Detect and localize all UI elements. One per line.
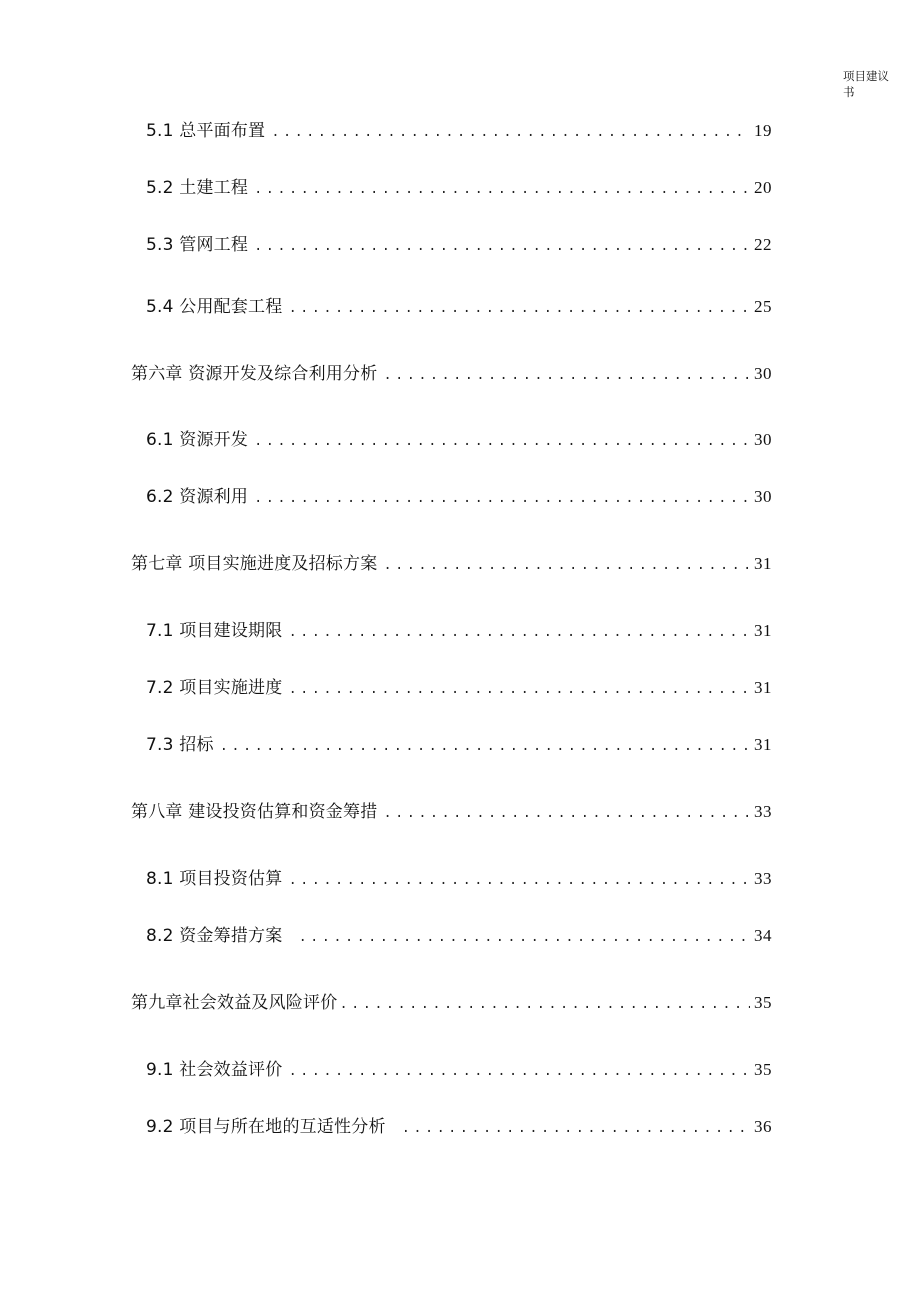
toc-entry-9-2[interactable] [146, 1116, 772, 1138]
toc-entry-5-2[interactable] [146, 177, 772, 199]
toc-entry-7-3[interactable] [146, 734, 772, 756]
toc-entry-page: 19 [754, 121, 772, 140]
toc-entry-7-2[interactable] [146, 677, 772, 699]
toc-entry-page: 31 [754, 678, 772, 697]
toc-entry-title: 7.2 项目实施进度 [146, 678, 283, 698]
toc-entry-5-4[interactable] [146, 296, 772, 318]
toc-leader-dots [288, 1061, 750, 1083]
toc-entry-title: 7.3 招标 [146, 735, 214, 755]
toc-entry-title: 第六章 资源开发及综合利用分析 [131, 364, 378, 384]
toc-entry-page: 35 [754, 1060, 772, 1079]
toc-leader-dots [402, 1118, 750, 1140]
toc-entry-8-1[interactable] [146, 868, 772, 890]
toc-leader-dots [220, 736, 750, 758]
page-header: 项目建议书 [843, 69, 889, 99]
toc-entry-title: 6.2 资源利用 [146, 487, 249, 507]
toc-entry-5-1[interactable] [146, 120, 772, 142]
toc-leader-dots [383, 803, 750, 825]
toc-entry-page: 20 [754, 178, 772, 197]
toc-leader-dots [254, 488, 750, 510]
toc-entry-title: 7.1 项目建设期限 [146, 621, 283, 641]
toc-entry-page: 30 [754, 430, 772, 449]
toc-leader-dots [288, 298, 750, 320]
toc-leader-dots [271, 122, 750, 144]
toc-leader-dots [254, 179, 750, 201]
toc-entry-title: 第九章社会效益及风险评价 [131, 993, 338, 1013]
toc-entry-page: 36 [754, 1117, 772, 1136]
toc-leader-dots [383, 555, 750, 577]
toc-entry-page: 33 [754, 802, 772, 821]
toc-entry-title: 第七章 项目实施进度及招标方案 [131, 554, 378, 574]
toc-entry-title: 5.1 总平面布置 [146, 121, 266, 141]
toc-leader-dots [254, 431, 750, 453]
toc-entry-6-2[interactable] [146, 486, 772, 508]
toc-entry-page: 22 [754, 235, 772, 254]
toc-entry-6-1[interactable] [146, 429, 772, 451]
toc-leader-dots [383, 365, 750, 387]
toc-leader-dots [288, 679, 750, 701]
toc-entry-5-3[interactable] [146, 234, 772, 256]
toc-entry-7-1[interactable] [146, 620, 772, 642]
toc-entry-9-1[interactable] [146, 1059, 772, 1081]
toc-leader-dots [339, 994, 750, 1016]
toc-entry-8-2[interactable] [146, 925, 772, 947]
toc-entry-chapter-9[interactable] [131, 992, 772, 1014]
toc-entry-page: 35 [754, 993, 772, 1012]
toc-entry-page: 25 [754, 297, 772, 316]
toc-entry-title: 8.2 资金筹措方案 [146, 926, 283, 946]
toc-entry-title: 9.1 社会效益评价 [146, 1060, 283, 1080]
toc-entry-chapter-6[interactable] [131, 363, 772, 385]
toc-leader-dots [254, 236, 750, 258]
toc-entry-title: 第八章 建设投资估算和资金筹措 [131, 802, 378, 822]
toc-entry-title: 8.1 项目投资估算 [146, 869, 283, 889]
toc-entry-title: 5.2 土建工程 [146, 178, 249, 198]
toc-entry-page: 34 [754, 926, 772, 945]
toc-entry-page: 30 [754, 487, 772, 506]
toc-entry-page: 30 [754, 364, 772, 383]
toc-entry-chapter-7[interactable] [131, 553, 772, 575]
toc-leader-dots [298, 927, 750, 949]
toc-entry-title: 9.2 项目与所在地的互适性分析 [146, 1117, 386, 1137]
toc-entry-page: 33 [754, 869, 772, 888]
toc-leader-dots [288, 622, 750, 644]
toc-entry-chapter-8[interactable] [131, 801, 772, 823]
toc-leader-dots [288, 870, 750, 892]
toc-entry-title: 5.3 管网工程 [146, 235, 249, 255]
toc-entry-page: 31 [754, 735, 772, 754]
toc-entry-page: 31 [754, 621, 772, 640]
toc-entry-title: 5.4 公用配套工程 [146, 297, 283, 317]
toc-entry-page: 31 [754, 554, 772, 573]
toc-entry-title: 6.1 资源开发 [146, 430, 249, 450]
